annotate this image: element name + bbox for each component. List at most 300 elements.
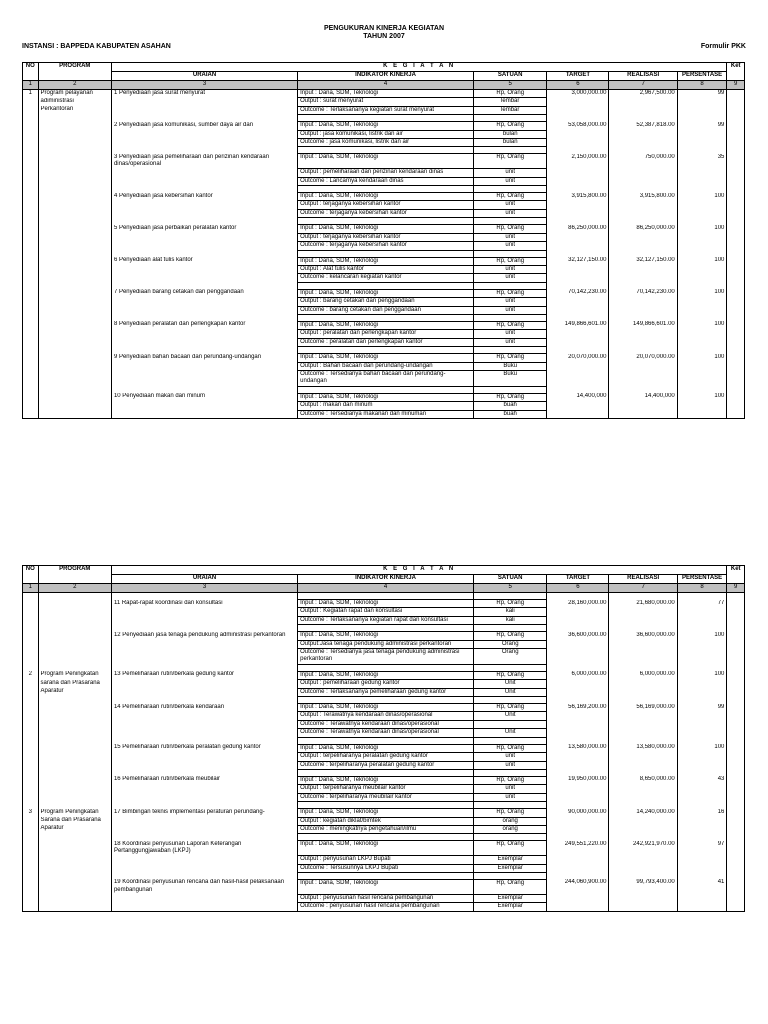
indikator-cell: Outcome : peralatan dan perlengkapan kantor (298, 338, 474, 346)
spacer-row (23, 697, 745, 704)
persentase-cell (677, 720, 727, 728)
target-cell: 14,400,000 (547, 393, 609, 401)
program-cell (38, 712, 111, 720)
indikator-cell: Input : Dana, SDM, Teknologi (298, 600, 474, 608)
satuan-cell: Rp, Orang (473, 354, 546, 362)
no-cell (23, 903, 39, 911)
target-cell (547, 720, 609, 728)
uraian-cell: 9 Penyediaan bahan bacaan dan perundang-undangan (111, 354, 297, 362)
indikator-cell: Output : Kegiatan rapat dan konsultasi (298, 608, 474, 616)
indikator-cell (298, 186, 474, 193)
satuan-cell (473, 872, 546, 879)
uraian-cell (111, 139, 297, 147)
indikator-cell (298, 625, 474, 632)
program-cell (38, 697, 111, 704)
target-cell: 70,142,230.00 (547, 289, 609, 297)
persentase-cell (677, 688, 727, 696)
ket-cell (727, 856, 745, 864)
program-cell (38, 649, 111, 665)
realisasi-cell: 2,967,500.00 (609, 90, 677, 98)
persentase-cell (677, 306, 727, 314)
satuan-cell: Rp, Orang (473, 744, 546, 752)
target-cell (547, 169, 609, 177)
satuan-cell: unit (473, 209, 546, 217)
indikator-cell: Input : Dana, SDM, Teknologi (298, 321, 474, 329)
uraian-cell (111, 218, 297, 225)
target-cell (547, 680, 609, 688)
satuan-cell: Rp, Orang (473, 154, 546, 169)
satuan-cell: Orang (473, 640, 546, 648)
no-cell (23, 147, 39, 154)
program-cell (38, 704, 111, 712)
ket-cell (727, 393, 745, 401)
persentase-cell (677, 903, 727, 911)
table-row (23, 233, 745, 241)
table-row (23, 370, 745, 386)
uraian-cell (111, 106, 297, 114)
persentase-cell (677, 242, 727, 250)
uraian-cell: 14 Pemeliharaan rutin/berkala kendaraan (111, 704, 297, 712)
satuan-cell: unit (473, 793, 546, 801)
indikator-cell: Input : Dana, SDM, Teknologi (298, 90, 474, 98)
column-header-satuan: SATUAN (473, 575, 546, 584)
no-cell (23, 209, 39, 217)
program-cell: sarana dan Prasarana (38, 680, 111, 688)
realisasi-cell (609, 649, 677, 665)
target-cell (547, 608, 609, 616)
realisasi-cell: 86,250,000.00 (609, 225, 677, 233)
no-cell (23, 321, 39, 329)
no-cell (23, 608, 39, 616)
uraian-cell (111, 737, 297, 744)
spacer-row (23, 593, 745, 600)
program-cell (38, 115, 111, 122)
realisasi-cell (609, 282, 677, 289)
target-cell (547, 186, 609, 193)
no-cell (23, 338, 39, 346)
program-cell (38, 218, 111, 225)
persentase-cell: 77 (677, 600, 727, 608)
table-row (23, 776, 745, 784)
target-cell: 36,600,000.00 (547, 632, 609, 640)
persentase-cell (677, 362, 727, 370)
table-row (23, 841, 745, 856)
target-cell: 56,169,200.00 (547, 704, 609, 712)
uraian-cell (111, 274, 297, 282)
indikator-cell: Outcome : penyusunan hasil rencana pembangunan (298, 903, 474, 911)
uraian-cell: 3 Penyediaan jasa pemeliharaan dan perizinan kendaraan dinas/operasional (111, 154, 297, 169)
persentase-cell: 100 (677, 393, 727, 401)
realisasi-cell: 20,070,000.00 (609, 354, 677, 362)
realisasi-cell (609, 370, 677, 386)
satuan-cell (473, 347, 546, 354)
ket-cell (727, 257, 745, 265)
target-cell: 6,000,000.00 (547, 671, 609, 679)
table-row (23, 793, 745, 801)
indikator-cell: Output : terpeliharanya meubilair kantor (298, 785, 474, 793)
no-cell: 2 (23, 671, 39, 679)
indikator-cell: Outcome : kelancaran kegiatan kantor (298, 274, 474, 282)
uraian-cell (111, 242, 297, 250)
indikator-cell: Input : Dana, SDM, Teknologi (298, 704, 474, 712)
realisasi-cell (609, 201, 677, 209)
program-cell (38, 338, 111, 346)
satuan-cell: unit (473, 242, 546, 250)
program-cell (38, 879, 111, 894)
realisasi-cell (609, 186, 677, 193)
ket-cell (727, 90, 745, 98)
no-cell (23, 386, 39, 393)
no-cell (23, 370, 39, 386)
no-cell (23, 697, 39, 704)
no-cell (23, 704, 39, 712)
program-cell (38, 625, 111, 632)
ket-cell (727, 362, 745, 370)
realisasi-cell (609, 106, 677, 114)
ket-cell (727, 370, 745, 386)
uraian-cell: 13 Pemeliharaan rutin/berkala gedung kantor (111, 671, 297, 679)
spacer-row (23, 218, 745, 225)
satuan-cell (473, 737, 546, 744)
indikator-cell (298, 347, 474, 354)
no-cell (23, 761, 39, 769)
no-cell (23, 769, 39, 776)
target-cell (547, 147, 609, 154)
realisasi-cell (609, 330, 677, 338)
ket-cell (727, 649, 745, 665)
uraian-cell: 5 Penyediaan jasa perbaikan peralatan kantor (111, 225, 297, 233)
satuan-cell: Buku (473, 370, 546, 386)
persentase-cell: 100 (677, 671, 727, 679)
indikator-cell (298, 769, 474, 776)
persentase-cell: 99 (677, 122, 727, 130)
program-cell (38, 250, 111, 257)
no-cell (23, 306, 39, 314)
column-index: 4 (298, 81, 474, 90)
ket-cell (727, 809, 745, 817)
column-header-uraian: URAIAN (111, 575, 297, 584)
table-row (23, 785, 745, 793)
indikator-cell: Output : terpeliharanya peralatan gedung kantor (298, 753, 474, 761)
persentase-cell (677, 761, 727, 769)
ket-cell (727, 616, 745, 624)
program-cell (38, 903, 111, 911)
uraian-cell (111, 314, 297, 321)
no-cell (23, 393, 39, 401)
uraian-cell (111, 793, 297, 801)
realisasi-cell (609, 753, 677, 761)
realisasi-cell (609, 139, 677, 147)
indikator-cell: Input : Dana, SDM, Teknologi (298, 289, 474, 297)
persentase-cell: 99 (677, 704, 727, 712)
ket-cell (727, 841, 745, 856)
indikator-cell: Input : Dana, SDM, Teknologi (298, 354, 474, 362)
target-cell: 90,000,000.00 (547, 809, 609, 817)
no-cell (23, 257, 39, 265)
target-cell (547, 98, 609, 106)
uraian-cell (111, 769, 297, 776)
table-row (23, 688, 745, 696)
program-cell (38, 169, 111, 177)
program-cell (38, 410, 111, 418)
target-cell: 32,127,150.00 (547, 257, 609, 265)
table-row (23, 330, 745, 338)
spacer-row (23, 802, 745, 809)
column-header-realisasi: REALISASI (609, 575, 677, 584)
target-cell (547, 894, 609, 902)
persentase-cell: 16 (677, 809, 727, 817)
program-cell (38, 314, 111, 321)
program-cell (38, 193, 111, 201)
persentase-cell (677, 347, 727, 354)
no-cell (23, 793, 39, 801)
satuan-cell: orang (473, 825, 546, 833)
satuan-cell: Exemplar (473, 856, 546, 864)
ket-cell (727, 664, 745, 671)
program-cell (38, 282, 111, 289)
target-cell (547, 593, 609, 600)
column-index: 1 (23, 584, 39, 593)
spacer-row (23, 282, 745, 289)
table-row (23, 201, 745, 209)
ket-cell (727, 671, 745, 679)
program-cell (38, 664, 111, 671)
persentase-cell (677, 894, 727, 902)
indikator-cell: Input : Dana, SDM, Teknologi (298, 193, 474, 201)
persentase-cell (677, 115, 727, 122)
uraian-cell (111, 864, 297, 872)
persentase-cell: 35 (677, 154, 727, 169)
persentase-cell (677, 664, 727, 671)
program-cell (38, 154, 111, 169)
satuan-cell (473, 802, 546, 809)
satuan-cell (473, 147, 546, 154)
indikator-cell: Input : Dana, SDM, Teknologi (298, 671, 474, 679)
uraian-cell (111, 785, 297, 793)
no-cell (23, 776, 39, 784)
realisasi-cell (609, 720, 677, 728)
uraian-cell (111, 817, 297, 825)
uraian-cell (111, 802, 297, 809)
table-row (23, 225, 745, 233)
program-cell: Sarana dan Prasarana (38, 817, 111, 825)
ket-cell (727, 680, 745, 688)
satuan-cell: Rp, Orang (473, 809, 546, 817)
realisasi-cell: 13,580,000.00 (609, 744, 677, 752)
no-cell (23, 879, 39, 894)
program-cell (38, 802, 111, 809)
ket-cell (727, 274, 745, 282)
column-index: 5 (473, 584, 546, 593)
no-cell (23, 193, 39, 201)
ket-cell (727, 218, 745, 225)
realisasi-cell: 56,169,000.00 (609, 704, 677, 712)
table-row (23, 274, 745, 282)
program-cell: adiministrasi (38, 98, 111, 106)
target-cell (547, 306, 609, 314)
ket-cell (727, 640, 745, 648)
satuan-cell: unit (473, 201, 546, 209)
ket-cell (727, 753, 745, 761)
persentase-cell (677, 209, 727, 217)
indikator-cell (298, 147, 474, 154)
persentase-cell (677, 410, 727, 418)
no-cell (23, 201, 39, 209)
uraian-cell (111, 362, 297, 370)
realisasi-cell (609, 640, 677, 648)
no-cell (23, 169, 39, 177)
uraian-cell (111, 306, 297, 314)
satuan-cell (473, 697, 546, 704)
program-cell (38, 257, 111, 265)
program-cell (38, 402, 111, 410)
persentase-cell (677, 593, 727, 600)
no-cell (23, 720, 39, 728)
satuan-cell: buah (473, 402, 546, 410)
program-cell (38, 793, 111, 801)
column-header-target: TARGET (547, 575, 609, 584)
program-cell (38, 242, 111, 250)
table-row (23, 744, 745, 752)
column-index: 6 (547, 81, 609, 90)
table-row (23, 130, 745, 138)
uraian-cell (111, 115, 297, 122)
indikator-cell: Outcome : terpeliharanya peralatan gedung kantor (298, 761, 474, 769)
table-row (23, 712, 745, 720)
persentase-cell (677, 274, 727, 282)
program-cell: Perkantoran (38, 106, 111, 114)
target-cell: 3,915,800.00 (547, 193, 609, 201)
satuan-cell: Unit (473, 680, 546, 688)
persentase-cell (677, 872, 727, 879)
indikator-cell (298, 697, 474, 704)
uraian-cell (111, 298, 297, 306)
uraian-cell (111, 186, 297, 193)
realisasi-cell: 242,921,970.00 (609, 841, 677, 856)
uraian-cell: 4 Penyediaan jasa kebersihan kantor (111, 193, 297, 201)
indikator-cell: Outcome : terpeliharanya meubilair kantor (298, 793, 474, 801)
program-cell (38, 864, 111, 872)
no-cell (23, 817, 39, 825)
satuan-cell: Rp, Orang (473, 122, 546, 130)
target-cell (547, 864, 609, 872)
indikator-cell: Output : peralatan dan perlengkapan kantor (298, 330, 474, 338)
persentase-cell: 100 (677, 257, 727, 265)
target-cell (547, 825, 609, 833)
ket-cell (727, 632, 745, 640)
table-row (23, 139, 745, 147)
no-cell (23, 115, 39, 122)
indikator-cell (298, 834, 474, 841)
column-header-indikator: INDIKATOR KINERJA (298, 72, 474, 81)
target-cell (547, 729, 609, 737)
target-cell (547, 640, 609, 648)
satuan-cell: unit (473, 298, 546, 306)
realisasi-cell (609, 209, 677, 217)
ket-cell (727, 608, 745, 616)
column-index: 7 (609, 81, 677, 90)
program-cell (38, 362, 111, 370)
table-row (23, 265, 745, 273)
indikator-cell (298, 250, 474, 257)
target-cell (547, 250, 609, 257)
target-cell (547, 242, 609, 250)
ket-cell (727, 169, 745, 177)
ket-cell (727, 593, 745, 600)
table-row (23, 753, 745, 761)
target-cell: 149,866,601.00 (547, 321, 609, 329)
persentase-cell (677, 386, 727, 393)
target-cell (547, 330, 609, 338)
program-cell: Aparatur (38, 688, 111, 696)
indikator-cell: Input : Dana, SDM, Teknologi (298, 393, 474, 401)
target-cell (547, 386, 609, 393)
uraian-cell (111, 697, 297, 704)
uraian-cell: 7 Penyediaan barang cetakan dan penggandaan (111, 289, 297, 297)
ket-cell (727, 250, 745, 257)
uraian-cell (111, 130, 297, 138)
persentase-cell: 100 (677, 225, 727, 233)
satuan-cell: unit (473, 330, 546, 338)
program-cell (38, 616, 111, 624)
ket-cell (727, 704, 745, 712)
program-cell (38, 856, 111, 864)
page-subtitle-year: TAHUN 2007 (363, 33, 405, 40)
indikator-cell: Outcome : Tersusunnya LKPJ Bupati (298, 864, 474, 872)
table-row (23, 608, 745, 616)
realisasi-cell (609, 817, 677, 825)
no-cell (23, 265, 39, 273)
table-row (23, 632, 745, 640)
column-header-kegiatan: K E G I A T A N (111, 63, 726, 72)
ket-cell (727, 130, 745, 138)
program-cell (38, 370, 111, 386)
realisasi-cell: 14,400,000 (609, 393, 677, 401)
uraian-cell (111, 616, 297, 624)
table-row (23, 729, 745, 737)
persentase-cell (677, 218, 727, 225)
program-cell (38, 130, 111, 138)
realisasi-cell (609, 864, 677, 872)
indikator-cell (298, 314, 474, 321)
uraian-cell (111, 729, 297, 737)
no-cell (23, 616, 39, 624)
ket-cell (727, 321, 745, 329)
no-cell (23, 362, 39, 370)
realisasi-cell (609, 697, 677, 704)
uraian-cell (111, 201, 297, 209)
ket-cell (727, 712, 745, 720)
table-row (23, 640, 745, 648)
no-cell (23, 894, 39, 902)
satuan-cell: Orang (473, 649, 546, 665)
uraian-cell: 12 Penyediaan jasa tenaga pendukung administrasi perkantoran (111, 632, 297, 640)
table-row (23, 98, 745, 106)
persentase-cell (677, 616, 727, 624)
table-row (23, 894, 745, 902)
no-cell (23, 154, 39, 169)
persentase-cell (677, 825, 727, 833)
persentase-cell (677, 793, 727, 801)
realisasi-cell (609, 903, 677, 911)
realisasi-cell: 6,000,000.00 (609, 671, 677, 679)
persentase-cell (677, 737, 727, 744)
realisasi-cell (609, 115, 677, 122)
ket-cell (727, 177, 745, 185)
realisasi-cell (609, 872, 677, 879)
persentase-cell (677, 147, 727, 154)
no-cell (23, 354, 39, 362)
